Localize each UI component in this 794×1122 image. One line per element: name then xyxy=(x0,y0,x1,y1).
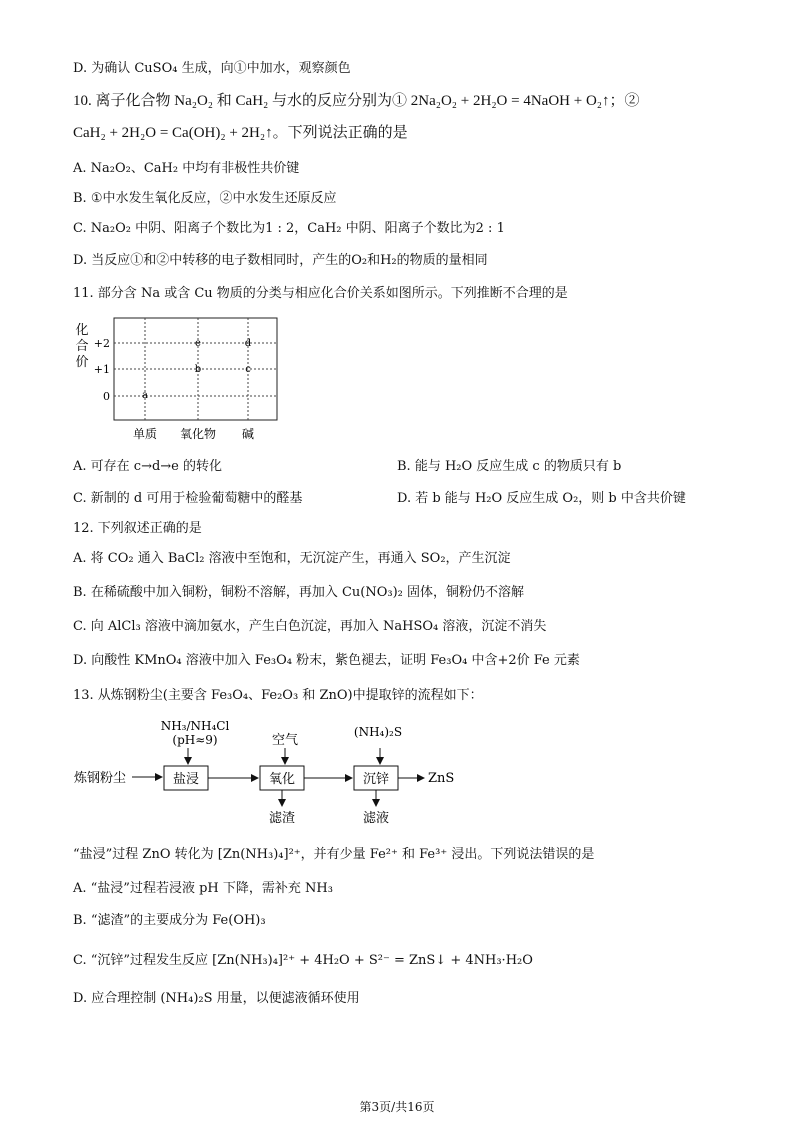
q11-option-d: D. 若 b 能与 H₂O 反应生成 O₂，则 b 中含共价键 xyxy=(397,491,686,506)
q13-option-b: B. “滤渣”的主要成分为 Fe(OH)₃ xyxy=(73,913,266,928)
q13-option-c: C. “沉锌”过程发生反应 [Zn(NH₃)₄]²⁺ + 4H₂O + S²⁻ = ZnS↓ + 4NH₃·H₂O xyxy=(73,953,533,968)
point-b: b xyxy=(194,364,202,375)
valence-classification-chart xyxy=(70,312,290,442)
q10-option-d: D. 当反应①和②中转移的电子数相同时，产生的O₂和H₂的物质的量相同 xyxy=(73,253,488,268)
q13-option-d: D. 应合理控制 (NH₄)₂S 用量，以便滤液循环使用 xyxy=(73,991,360,1006)
q13-note: “盐浸”过程 ZnO 转化为 [Zn(NH₃)₄]²⁺，并有少量 Fe²⁺ 和 Fe³⁺ 浸出。下列说法错误的是 xyxy=(73,847,595,862)
q11-option-a: A. 可存在 c→d→e 的转化 xyxy=(73,459,222,474)
q10-option-c: C. Na₂O₂ 中阴、阳离子个数比为1 : 2，CaH₂ 中阴、阳离子个数比为2 : 1 xyxy=(73,221,505,236)
flow-box3-label: 沉锌 xyxy=(362,772,390,787)
x-tick-elemental: 单质 xyxy=(132,427,158,441)
y-tick-plus1: +1 xyxy=(93,363,110,376)
chart-ylabel-char-1: 化 xyxy=(75,323,89,338)
flow-out-filtrate: 滤液 xyxy=(362,811,390,826)
q11-option-c: C. 新制的 d 可用于检验葡萄糖中的醛基 xyxy=(73,491,303,506)
flow-box1-label: 盐浸 xyxy=(172,772,200,787)
flow-reagent-nh4-2s: (NH₄)₂S xyxy=(353,725,403,739)
y-tick-plus2: +2 xyxy=(93,337,110,350)
q10-stem-line1: 10. 离子化合物 Na₂O₂ 和 CaH₂ 与水的反应分别为① 2Na₂O₂ + 2H₂O = 4NaOH + O₂↑；② xyxy=(73,93,640,109)
flow-box2-label: 氧化 xyxy=(268,772,296,787)
flow-end: ZnS xyxy=(428,771,455,786)
x-tick-base: 碱 xyxy=(241,427,255,441)
page-footer: 第3页/共16页 xyxy=(359,1100,435,1114)
q12-option-d: D. 向酸性 KMnO₄ 溶液中加入 Fe₃O₄ 粉末，紫色褪去，证明 Fe₃O₄ 中含+2价 Fe 元素 xyxy=(73,653,580,668)
q11-option-b: B. 能与 H₂O 反应生成 c 的物质只有 b xyxy=(397,459,622,474)
x-tick-oxide: 氧化物 xyxy=(179,427,217,441)
q12-option-a: A. 将 CO₂ 通入 BaCl₂ 溶液中至饱和，无沉淀产生，再通入 SO₂，产生沉淀 xyxy=(73,551,511,566)
q11-stem: 11. 部分含 Na 或含 Cu 物质的分类与相应化合价关系如图所示。下列推断不合理的是 xyxy=(73,286,568,301)
flow-reagent-ph: (pH≈9) xyxy=(172,733,218,747)
point-d: d xyxy=(244,338,252,349)
flow-out-residue: 滤渣 xyxy=(268,811,296,826)
q12-option-c: C. 向 AlCl₃ 溶液中滴加氨水，产生白色沉淀，再加入 NaHSO₄ 溶液，沉淀不消失 xyxy=(73,619,547,634)
q12-stem: 12. 下列叙述正确的是 xyxy=(73,521,202,536)
point-a: a xyxy=(142,390,148,401)
chart-ylabel-char-3: 价 xyxy=(75,355,89,370)
q12-option-b: B. 在稀硫酸中加入铜粉，铜粉不溶解，再加入 Cu(NO₃)₂ 固体，铜粉仍不溶解 xyxy=(73,585,525,600)
q10-option-a: A. Na₂O₂、CaH₂ 中均有非极性共价键 xyxy=(73,161,300,176)
chart-ylabel-char-2: 合 xyxy=(75,339,89,354)
flow-start: 炼钢粉尘 xyxy=(74,771,127,786)
flow-reagent-air: 空气 xyxy=(271,733,299,748)
q13-option-a: A. “盐浸”过程若浸液 pH 下降，需补充 NH₃ xyxy=(73,881,333,896)
point-e: e xyxy=(195,338,201,349)
q10-option-b: B. ①中水发生氧化反应，②中水发生还原反应 xyxy=(73,191,337,206)
y-tick-zero: 0 xyxy=(103,390,110,403)
q9-option-d: D. 为确认 CuSO₄ 生成，向①中加水，观察颜色 xyxy=(73,61,351,76)
point-c: c xyxy=(245,364,251,375)
q13-stem: 13. 从炼钢粉尘(主要含 Fe₃O₄、Fe₂O₃ 和 ZnO)中提取锌的流程如下： xyxy=(73,688,483,703)
zinc-extraction-flowchart xyxy=(70,712,490,830)
q10-stem-line2: CaH₂ + 2H₂O = Ca(OH)₂ + 2H₂↑。下列说法正确的是 xyxy=(73,125,408,141)
flow-reagent-nh3-nh4cl: NH₃/NH₄Cl xyxy=(160,719,230,733)
